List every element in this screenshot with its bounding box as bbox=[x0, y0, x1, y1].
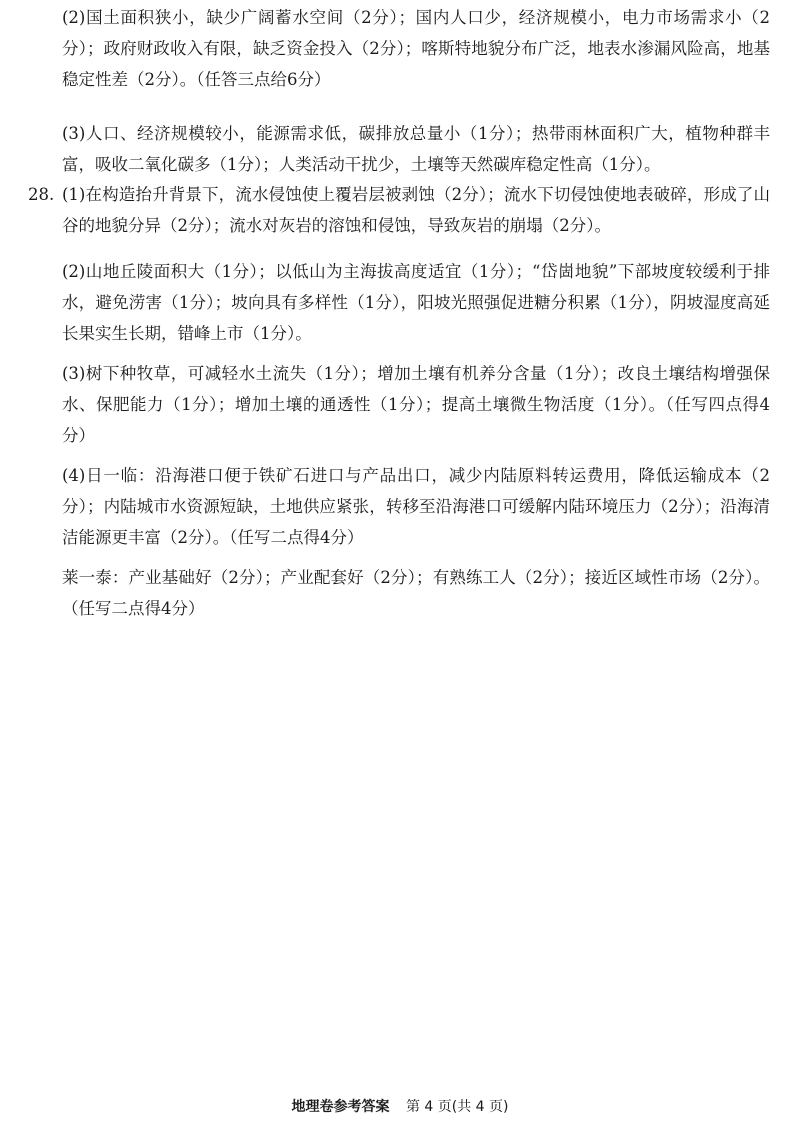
answer-28-4-rizhao-linyi: (4)日一临：沿海港口便于铁矿石进口与产品出口，减少内陆原料转运费用，降低运输成本（2分）；内陆城市水资源短缺，土地供应紧张，转移至沿海港口可缓解内陆环境压力（2分）；沿海清洁能源更丰富（2分）。（任写二点得4分） bbox=[62, 466, 770, 547]
footer-title: 地理卷参考答案 bbox=[291, 1099, 390, 1115]
answer-27-3: (3)人口、经济规模较小，能源需求低，碳排放总量小（1分）；热带雨林面积广大，植物种群丰富，吸收二氧化碳多（1分）；人类活动干扰少，土壤等天然碳库稳定性高（1分）。 bbox=[62, 124, 770, 174]
question-28-number: 28. bbox=[28, 185, 55, 204]
footer-page-number: 第 4 页(共 4 页) bbox=[405, 1099, 509, 1115]
page-footer bbox=[0, 1097, 800, 1117]
answer-27-2: (2)国土面积狭小，缺少广阔蓄水空间（2分）；国内人口少，经济规模小，电力市场需求小（2分）；政府财政收入有限，缺乏资金投入（2分）；喀斯特地貌分布广泛，地表水渗漏风险高，地基稳定性差（2分）。（任答三点给6分） bbox=[62, 8, 770, 89]
answer-28-3: (3)树下种牧草，可减轻水土流失（1分）；增加土壤有机养分含量（1分）；改良土壤结构增强保水、保肥能力（1分）；增加土壤的通透性（1分）；提高土壤微生物活度（1分）。（任写四点得4分） bbox=[62, 364, 770, 445]
answer-28-1: (1)在构造抬升背景下，流水侵蚀使上覆岩层被剥蚀（2分）；流水下切侵蚀使地表破碎，形成了山谷的地貌分异（2分）；流水对灰岩的溶蚀和侵蚀，导致灰岩的崩塌（2分）。 bbox=[62, 185, 770, 235]
answer-28-4-laiwu-taian: 莱一泰：产业基础好（2分）；产业配套好（2分）；有熟练工人（2分）；接近区域性市场（2分）。（任写二点得4分） bbox=[62, 568, 770, 618]
answer-28-2: (2)山地丘陵面积大（1分）；以低山为主海拔高度适宜（1分）；“岱崮地貌”下部坡度较缓利于排水，避免涝害（1分）；坡向具有多样性（1分），阳坡光照强促进糖分积累（1分），阴坡湿度高延长果实生长期，错峰上市（1分）。 bbox=[62, 262, 770, 343]
